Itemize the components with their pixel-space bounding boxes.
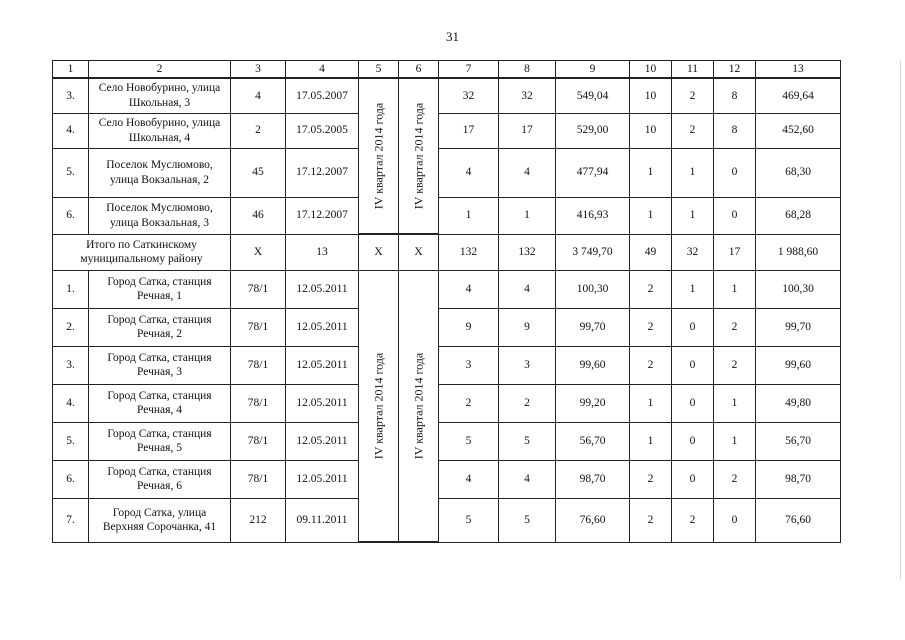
value-cell-c9: 76,60 xyxy=(556,498,630,542)
value-cell-c9: 549,04 xyxy=(556,78,630,113)
value-cell-c13: 98,70 xyxy=(756,460,841,498)
table-row xyxy=(53,346,841,384)
house-number-cell: 78/1 xyxy=(231,346,286,384)
value-cell-c8: 1 xyxy=(499,197,556,234)
period-label: IV квартал 2014 года xyxy=(411,352,425,459)
value-cell-c10: 2 xyxy=(630,308,672,346)
value-cell-c7: 5 xyxy=(439,498,499,542)
row-number-cell: 1. xyxy=(53,270,89,308)
date-cell: 09.11.2011 xyxy=(286,498,359,542)
value-cell-c10: 10 xyxy=(630,113,672,148)
value-cell-c13: 99,70 xyxy=(756,308,841,346)
col-number-cell: 12 xyxy=(714,61,756,79)
address-cell: Город Сатка, станция Речная, 6 xyxy=(89,460,231,498)
value-cell-c11: 0 xyxy=(672,346,714,384)
value-cell-c10: 10 xyxy=(630,78,672,113)
address-cell: Поселок Муслюмово, улица Вокзальная, 2 xyxy=(89,148,231,197)
date-cell: 17.05.2007 xyxy=(286,78,359,113)
value-cell-c12: 2 xyxy=(714,308,756,346)
value-cell-c10: 2 xyxy=(630,498,672,542)
value-cell-c10: 2 xyxy=(630,346,672,384)
col-number-cell: 1 xyxy=(53,61,89,79)
value-cell-c9: 99,20 xyxy=(556,384,630,422)
address-cell: Село Новобурино, улица Школьная, 4 xyxy=(89,113,231,148)
table-row xyxy=(53,384,841,422)
total-value-cell-c8: 132 xyxy=(499,234,556,270)
value-cell-c12: 0 xyxy=(714,498,756,542)
table-row xyxy=(53,113,841,148)
col-number-cell: 11 xyxy=(672,61,714,79)
house-number-cell: 78/1 xyxy=(231,308,286,346)
value-cell-c12: 8 xyxy=(714,113,756,148)
total-label-cell: Итого по Саткинскому муниципальному району xyxy=(53,234,231,270)
value-cell-c9: 98,70 xyxy=(556,460,630,498)
total-value-cell-c6: X xyxy=(399,234,439,270)
col-number-cell: 7 xyxy=(439,61,499,79)
value-cell-c11: 1 xyxy=(672,148,714,197)
date-cell: 17.12.2007 xyxy=(286,148,359,197)
value-cell-c13: 452,60 xyxy=(756,113,841,148)
value-cell-c8: 2 xyxy=(499,384,556,422)
value-cell-c9: 529,00 xyxy=(556,113,630,148)
value-cell-c10: 1 xyxy=(630,422,672,460)
col-number-cell: 5 xyxy=(359,61,399,79)
value-cell-c11: 1 xyxy=(672,270,714,308)
table-row xyxy=(53,197,841,234)
date-cell: 12.05.2011 xyxy=(286,308,359,346)
row-number-cell: 6. xyxy=(53,460,89,498)
col-number-cell: 2 xyxy=(89,61,231,79)
scan-edge-mark xyxy=(900,60,901,580)
value-cell-c13: 469,64 xyxy=(756,78,841,113)
row-number-cell: 4. xyxy=(53,384,89,422)
table-body xyxy=(53,61,841,543)
value-cell-c12: 1 xyxy=(714,270,756,308)
row-number-cell: 4. xyxy=(53,113,89,148)
col-number-cell: 8 xyxy=(499,61,556,79)
value-cell-c11: 0 xyxy=(672,308,714,346)
value-cell-c13: 76,60 xyxy=(756,498,841,542)
address-cell: Город Сатка, станция Речная, 1 xyxy=(89,270,231,308)
address-cell: Село Новобурино, улица Школьная, 3 xyxy=(89,78,231,113)
total-value-cell-c11: 32 xyxy=(672,234,714,270)
value-cell-c9: 99,60 xyxy=(556,346,630,384)
value-cell-c12: 0 xyxy=(714,148,756,197)
value-cell-c9: 56,70 xyxy=(556,422,630,460)
address-cell: Поселок Муслюмово, улица Вокзальная, 3 xyxy=(89,197,231,234)
value-cell-c13: 100,30 xyxy=(756,270,841,308)
value-cell-c12: 0 xyxy=(714,197,756,234)
period-col6-cell xyxy=(399,270,439,542)
house-number-cell: 4 xyxy=(231,78,286,113)
table-row xyxy=(53,78,841,113)
value-cell-c13: 49,80 xyxy=(756,384,841,422)
date-cell: 12.05.2011 xyxy=(286,384,359,422)
date-cell: 12.05.2011 xyxy=(286,422,359,460)
value-cell-c9: 416,93 xyxy=(556,197,630,234)
row-number-cell: 5. xyxy=(53,148,89,197)
table-row xyxy=(53,270,841,308)
value-cell-c10: 2 xyxy=(630,460,672,498)
value-cell-c13: 68,30 xyxy=(756,148,841,197)
row-number-cell: 3. xyxy=(53,346,89,384)
date-cell: 17.05.2005 xyxy=(286,113,359,148)
value-cell-c7: 3 xyxy=(439,346,499,384)
row-number-cell: 7. xyxy=(53,498,89,542)
value-cell-c7: 17 xyxy=(439,113,499,148)
col-number-cell: 9 xyxy=(556,61,630,79)
value-cell-c10: 1 xyxy=(630,197,672,234)
date-cell: 12.05.2011 xyxy=(286,270,359,308)
col-number-cell: 3 xyxy=(231,61,286,79)
value-cell-c10: 1 xyxy=(630,148,672,197)
date-cell: 17.12.2007 xyxy=(286,197,359,234)
value-cell-c8: 9 xyxy=(499,308,556,346)
value-cell-c11: 0 xyxy=(672,422,714,460)
period-col5-cell xyxy=(359,270,399,542)
value-cell-c12: 8 xyxy=(714,78,756,113)
value-cell-c13: 68,28 xyxy=(756,197,841,234)
table-row xyxy=(53,460,841,498)
value-cell-c11: 2 xyxy=(672,113,714,148)
table-row xyxy=(53,498,841,542)
date-cell: 12.05.2011 xyxy=(286,346,359,384)
house-number-cell: 78/1 xyxy=(231,422,286,460)
value-cell-c11: 0 xyxy=(672,384,714,422)
total-value-cell-c10: 49 xyxy=(630,234,672,270)
value-cell-c9: 99,70 xyxy=(556,308,630,346)
row-number-cell: 2. xyxy=(53,308,89,346)
period-col5-cell xyxy=(359,78,399,234)
value-cell-c11: 0 xyxy=(672,460,714,498)
col-number-cell: 6 xyxy=(399,61,439,79)
total-value-cell-c5: X xyxy=(359,234,399,270)
table-row xyxy=(53,148,841,197)
table-row xyxy=(53,308,841,346)
address-cell: Город Сатка, станция Речная, 2 xyxy=(89,308,231,346)
value-cell-c8: 4 xyxy=(499,148,556,197)
row-number-cell: 5. xyxy=(53,422,89,460)
value-cell-c12: 2 xyxy=(714,460,756,498)
value-cell-c11: 2 xyxy=(672,78,714,113)
value-cell-c7: 2 xyxy=(439,384,499,422)
house-number-cell: 78/1 xyxy=(231,460,286,498)
house-number-cell: 212 xyxy=(231,498,286,542)
address-cell: Город Сатка, станция Речная, 5 xyxy=(89,422,231,460)
date-cell: 12.05.2011 xyxy=(286,460,359,498)
value-cell-c7: 9 xyxy=(439,308,499,346)
house-number-cell: 78/1 xyxy=(231,384,286,422)
house-number-cell: 46 xyxy=(231,197,286,234)
address-cell: Город Сатка, улица Верхняя Сорочанка, 41 xyxy=(89,498,231,542)
period-label: IV квартал 2014 года xyxy=(411,102,425,210)
col-number-cell: 13 xyxy=(756,61,841,79)
value-cell-c7: 1 xyxy=(439,197,499,234)
value-cell-c9: 477,94 xyxy=(556,148,630,197)
value-cell-c8: 5 xyxy=(499,498,556,542)
value-cell-c8: 4 xyxy=(499,270,556,308)
value-cell-c12: 1 xyxy=(714,384,756,422)
value-cell-c12: 1 xyxy=(714,422,756,460)
total-value-cell-c7: 132 xyxy=(439,234,499,270)
value-cell-c7: 4 xyxy=(439,148,499,197)
address-cell: Город Сатка, станция Речная, 4 xyxy=(89,384,231,422)
col-number-cell: 10 xyxy=(630,61,672,79)
table-row xyxy=(53,422,841,460)
value-cell-c10: 2 xyxy=(630,270,672,308)
value-cell-c7: 4 xyxy=(439,460,499,498)
row-number-cell: 6. xyxy=(53,197,89,234)
house-number-cell: 78/1 xyxy=(231,270,286,308)
value-cell-c11: 1 xyxy=(672,197,714,234)
total-value-cell-c9: 3 749,70 xyxy=(556,234,630,270)
house-number-cell: 2 xyxy=(231,113,286,148)
total-value-cell-c13: 1 988,60 xyxy=(756,234,841,270)
period-col6-cell xyxy=(399,78,439,234)
value-cell-c8: 4 xyxy=(499,460,556,498)
value-cell-c10: 1 xyxy=(630,384,672,422)
total-value-cell-c3: X xyxy=(231,234,286,270)
value-cell-c8: 3 xyxy=(499,346,556,384)
col-number-cell: 4 xyxy=(286,61,359,79)
total-value-cell-c12: 17 xyxy=(714,234,756,270)
value-cell-c8: 32 xyxy=(499,78,556,113)
value-cell-c13: 99,60 xyxy=(756,346,841,384)
column-number-row xyxy=(53,61,841,79)
total-value-cell-c4: 13 xyxy=(286,234,359,270)
value-cell-c7: 32 xyxy=(439,78,499,113)
value-cell-c8: 5 xyxy=(499,422,556,460)
address-cell: Город Сатка, станция Речная, 3 xyxy=(89,346,231,384)
total-row xyxy=(53,234,841,270)
period-label: IV квартал 2014 года xyxy=(371,352,385,459)
value-cell-c8: 17 xyxy=(499,113,556,148)
value-cell-c11: 2 xyxy=(672,498,714,542)
value-cell-c12: 2 xyxy=(714,346,756,384)
value-cell-c7: 5 xyxy=(439,422,499,460)
value-cell-c9: 100,30 xyxy=(556,270,630,308)
house-number-cell: 45 xyxy=(231,148,286,197)
row-number-cell: 3. xyxy=(53,78,89,113)
value-cell-c7: 4 xyxy=(439,270,499,308)
value-cell-c13: 56,70 xyxy=(756,422,841,460)
period-label: IV квартал 2014 года xyxy=(371,102,385,210)
page-number: 31 xyxy=(446,29,459,44)
housing-table xyxy=(52,60,841,543)
